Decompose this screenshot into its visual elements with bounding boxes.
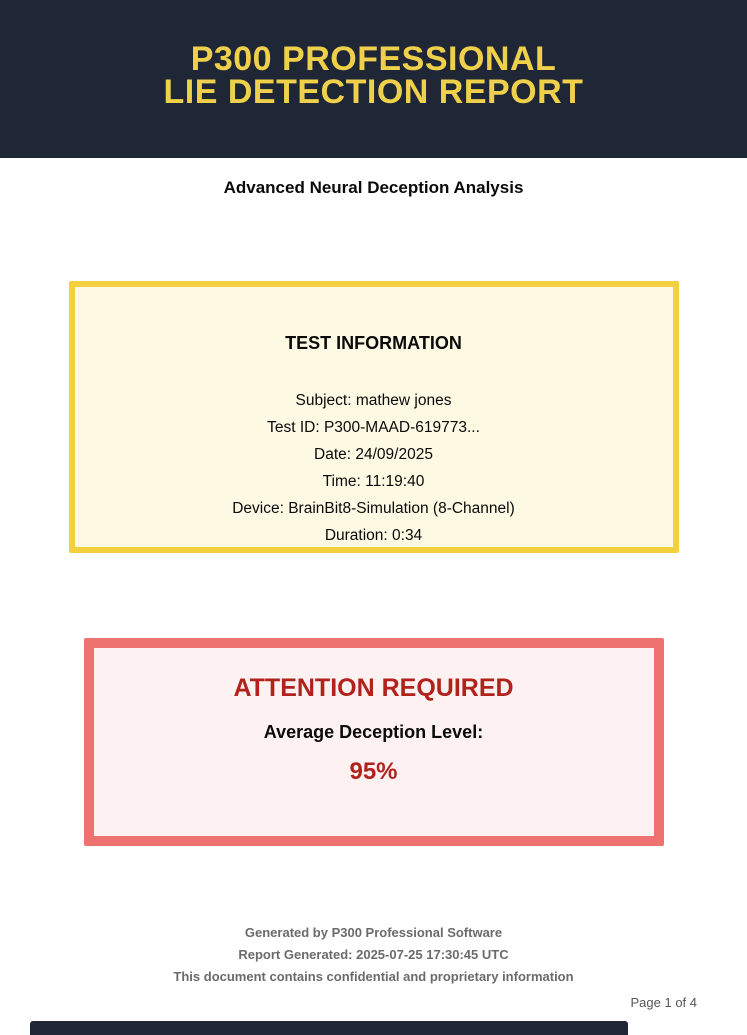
attention-required-box [84, 638, 664, 846]
next-page-header-bar [30, 1021, 628, 1035]
test-information-title: TEST INFORMATION [285, 333, 462, 353]
footer-report-generated: Report Generated: 2025-07-25 17:30:45 UTC [238, 947, 509, 962]
footer-confidentiality-notice: This document contains confidential and proprietary information [173, 969, 574, 984]
test-info-date: Date: 24/09/2025 [314, 446, 433, 463]
test-info-time: Time: 11:19:40 [322, 473, 425, 490]
report-title [163, 40, 584, 111]
report-title-line1: P300 PROFESSIONAL [190, 40, 557, 78]
report-header [0, 0, 747, 158]
test-info-subject: Subject: mathew jones [295, 392, 452, 409]
report-footer [0, 922, 747, 988]
test-info-duration: Duration: 0:34 [324, 527, 423, 544]
test-info-test-id: Test ID: P300-MAAD-619773... [267, 419, 480, 436]
test-info-device: Device: BrainBit8-Simulation (8-Channel) [232, 500, 515, 517]
footer-generated-by: Generated by P300 Professional Software [244, 925, 503, 940]
deception-level-value: 95% [349, 758, 398, 785]
page-number: Page 1 of 4 [630, 995, 697, 1010]
deception-level-label: Average Deception Level: [263, 722, 484, 742]
report-title-line2: LIE DETECTION REPORT [163, 73, 584, 111]
report-subtitle: Advanced Neural Deception Analysis [223, 178, 524, 197]
test-information-box [69, 281, 679, 553]
attention-required-title: ATTENTION REQUIRED [233, 674, 514, 702]
